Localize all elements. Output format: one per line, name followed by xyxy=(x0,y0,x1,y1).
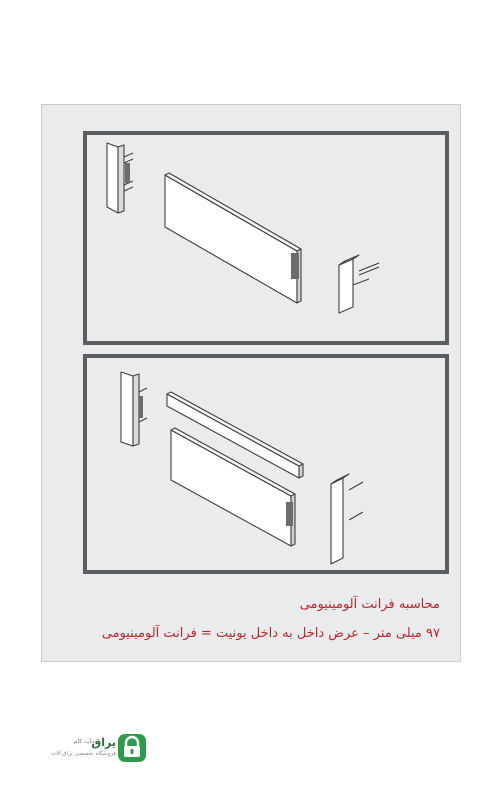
right-end-cap xyxy=(339,255,379,313)
caption-formula: ۹۷ میلی متر – عرض داخل به داخل یونیت = فرانت آلومینیومی xyxy=(101,626,440,641)
diagram-panel-bottom xyxy=(83,354,449,574)
diagram-panel-top xyxy=(83,131,449,345)
aluminium-front-panel xyxy=(171,428,295,546)
left-end-cap xyxy=(121,372,147,446)
logo-domain: دات کام xyxy=(73,738,94,745)
logo-tagline: فروشگاه تخصصی یراق آلات xyxy=(50,751,116,757)
brand-logo[interactable] xyxy=(34,734,146,762)
logo-name: یراق xyxy=(91,736,116,749)
aluminium-front-panel xyxy=(165,173,301,303)
logo-badge xyxy=(118,734,146,762)
right-end-cap xyxy=(331,474,363,564)
diagram-card xyxy=(41,104,461,662)
lock-icon xyxy=(118,734,146,762)
left-end-cap xyxy=(107,143,133,213)
drawer-front-exploded-view-bottom xyxy=(87,358,445,570)
drawer-front-exploded-view-top xyxy=(87,135,445,341)
caption-title: محاسبه فرانت آلومینیومی xyxy=(299,597,440,612)
